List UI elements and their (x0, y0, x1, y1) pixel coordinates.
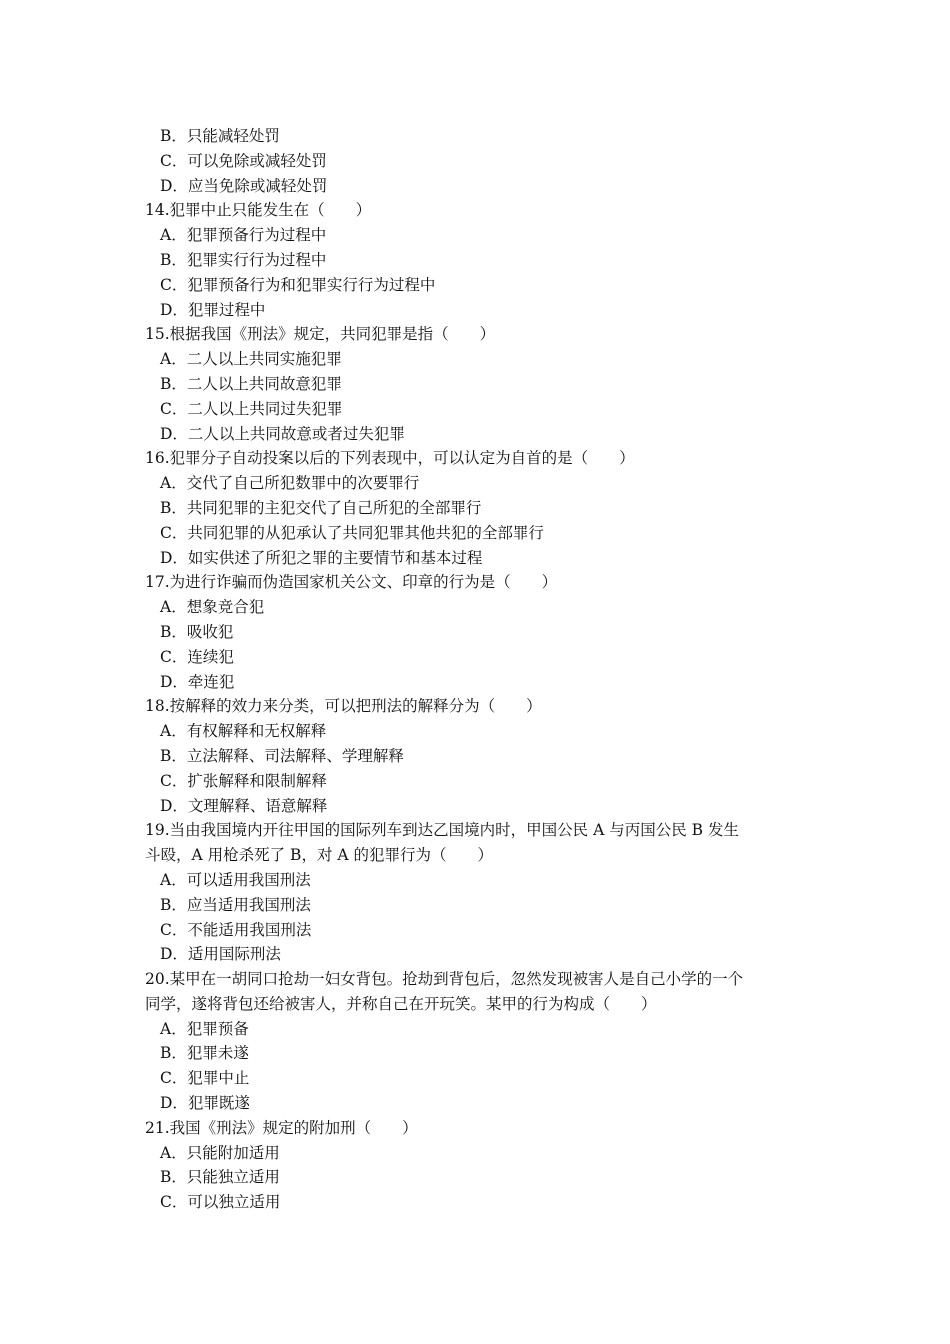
answer-option: C．可以独立适用 (160, 1193, 281, 1212)
answer-option: C．共同犯罪的从犯承认了共同犯罪其他共犯的全部罪行 (160, 523, 544, 542)
answer-option: A．有权解释和无权解释 (160, 722, 327, 741)
answer-option: C．扩张解释和限制解释 (160, 771, 327, 790)
question-stem: 14.犯罪中止只能发生在（ ） (145, 201, 372, 220)
answer-option: D．适用国际刑法 (160, 945, 281, 964)
question-stem: 17.为进行诈骗而伪造国家机关公文、印章的行为是（ ） (145, 573, 558, 592)
question-stem: 同学，遂将背包还给被害人，并称自己在开玩笑。某甲的行为构成（ ） (145, 994, 657, 1013)
answer-option: C．犯罪预备行为和犯罪实行行为过程中 (160, 275, 436, 294)
answer-option: C．二人以上共同过失犯罪 (160, 399, 343, 418)
answer-option: A．二人以上共同实施犯罪 (160, 350, 342, 369)
answer-option: B．犯罪实行行为过程中 (160, 250, 327, 269)
answer-option: B．共同犯罪的主犯交代了自己所犯的全部罪行 (160, 498, 482, 517)
answer-option: D．犯罪既遂 (160, 1094, 250, 1113)
answer-option: C．可以免除或减轻处罚 (160, 151, 327, 170)
question-stem: 斗殴，A 用枪杀死了 B，对 A 的犯罪行为（ ） (145, 846, 493, 865)
answer-option: B．吸收犯 (160, 622, 234, 641)
answer-option: D．犯罪过程中 (160, 300, 266, 319)
answer-option: A．可以适用我国刑法 (160, 870, 311, 889)
answer-option: C．犯罪中止 (160, 1069, 250, 1088)
question-stem: 18.按解释的效力来分类，可以把刑法的解释分为（ ） (145, 697, 542, 716)
question-stem: 16.犯罪分子自动投案以后的下列表现中，可以认定为自首的是（ ） (145, 449, 635, 468)
answer-option: D．应当免除或减轻处罚 (160, 176, 328, 195)
answer-option: D．如实供述了所犯之罪的主要情节和基本过程 (160, 548, 483, 567)
answer-option: B．二人以上共同故意犯罪 (160, 374, 342, 393)
answer-option: D．二人以上共同故意或者过失犯罪 (160, 424, 405, 443)
answer-option: A．犯罪预备 (160, 1019, 249, 1038)
question-stem: 15.根据我国《刑法》规定，共同犯罪是指（ ） (145, 325, 496, 344)
answer-option: A．想象竞合犯 (160, 598, 265, 617)
question-stem: 19.当由我国境内开往甲国的国际列车到达乙国境内时，甲国公民 A 与丙国公民 B 发生 (145, 821, 739, 840)
answer-option: A．只能附加适用 (160, 1143, 280, 1162)
answer-option: D．牵连犯 (160, 672, 235, 691)
answer-option: A．犯罪预备行为过程中 (160, 226, 327, 245)
answer-option: B．犯罪未遂 (160, 1044, 249, 1063)
question-stem: 21.我国《刑法》规定的附加刑（ ） (145, 1118, 418, 1137)
answer-option: A．交代了自己所犯数罪中的次要罪行 (160, 474, 420, 493)
answer-option: B．应当适用我国刑法 (160, 895, 311, 914)
exam-questions (145, 124, 810, 1215)
answer-option: D．文理解释、语意解释 (160, 796, 328, 815)
answer-option: B．只能减轻处罚 (160, 127, 280, 145)
answer-option: C．不能适用我国刑法 (160, 920, 312, 939)
answer-option: C．连续犯 (160, 647, 234, 666)
question-stem: 20.某甲在一胡同口抢劫一妇女背包。抢劫到背包后，忽然发现被害人是自己小学的一个 (145, 970, 744, 989)
answer-option: B．只能独立适用 (160, 1168, 280, 1187)
answer-option: B．立法解释、司法解释、学理解释 (160, 746, 404, 765)
